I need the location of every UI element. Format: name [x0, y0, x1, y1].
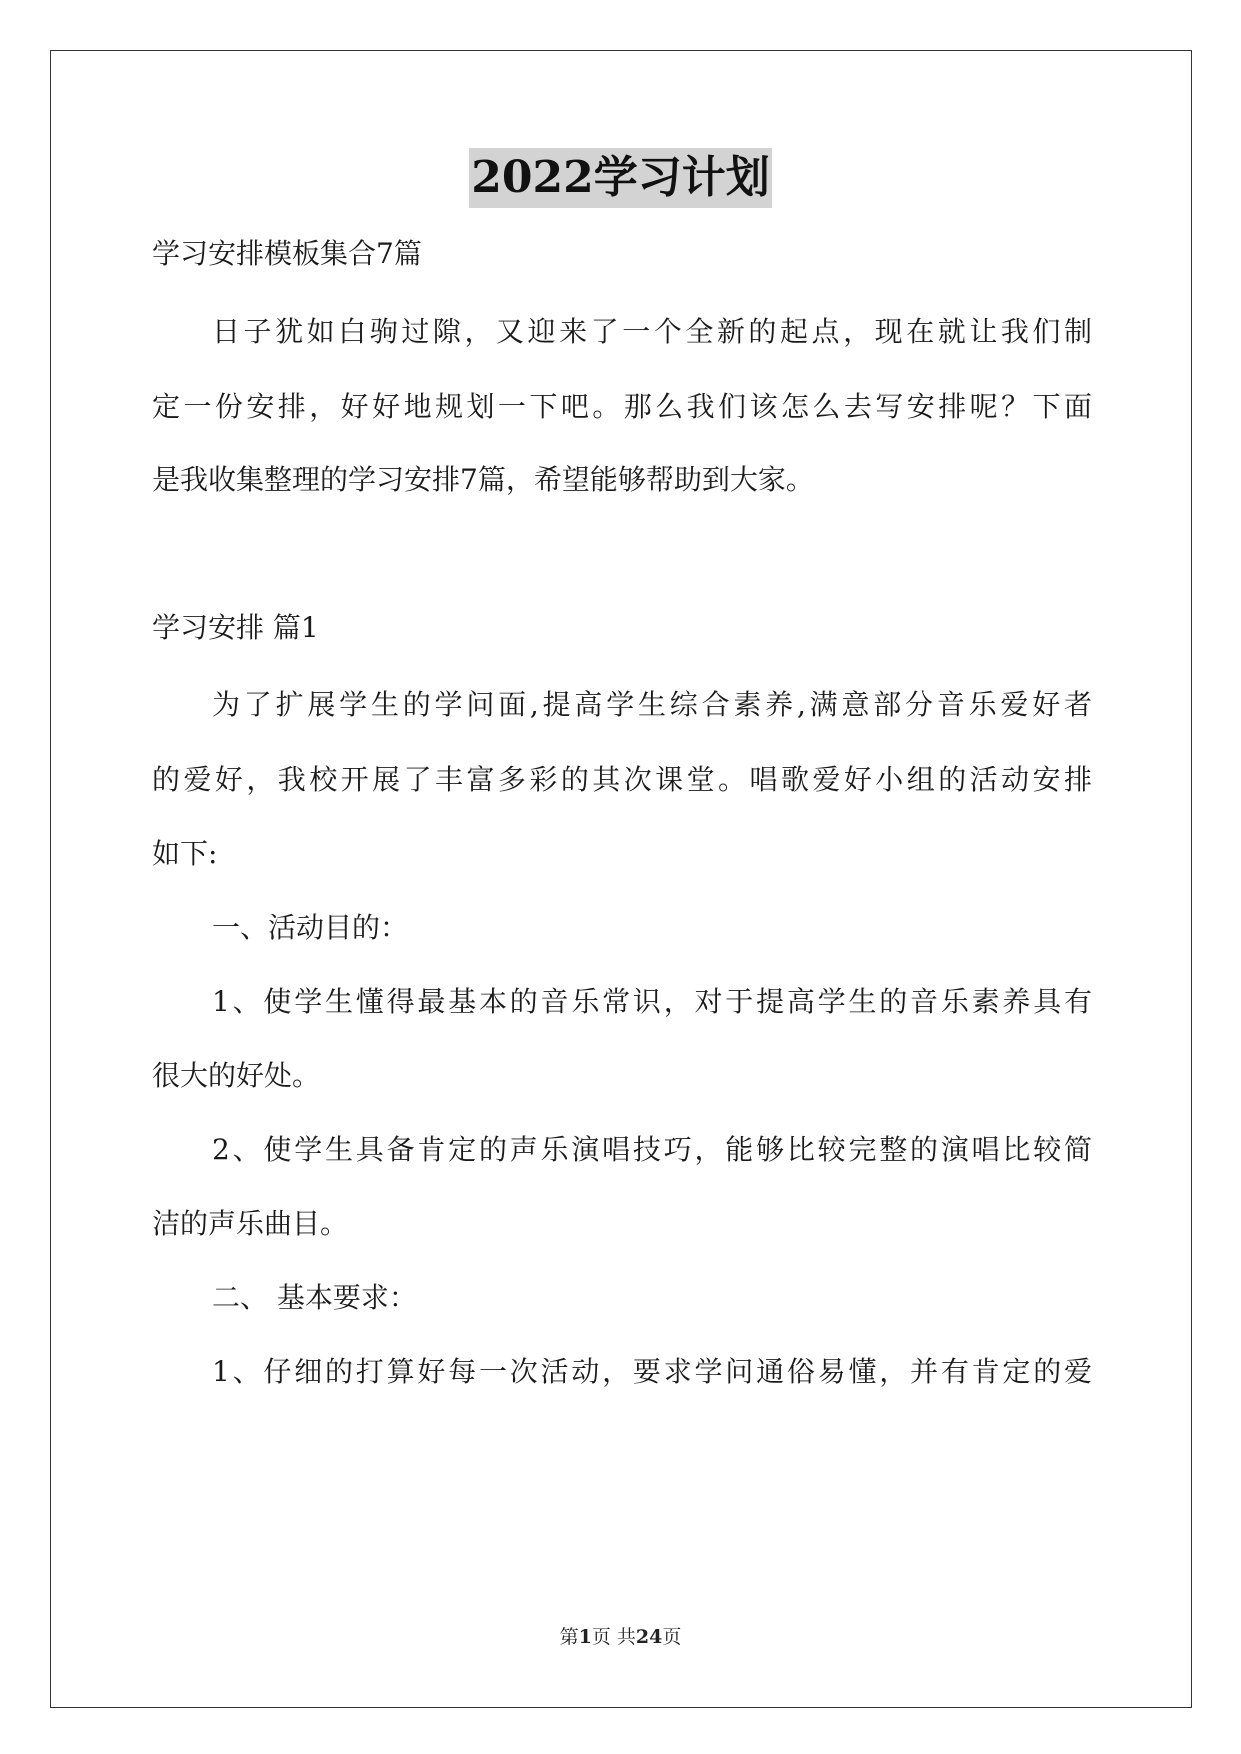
- footer-mid: 页 共: [591, 1626, 636, 1648]
- intro-line-2: 定一份安排，好好地规划一下吧。那么我们该怎么去写安排呢？下面: [152, 390, 1092, 423]
- para1-line-1: 为了扩展学生的学问面,提高学生综合素养,满意部分音乐爱好者: [212, 688, 1092, 721]
- goal2-line-2: 洁的声乐曲目。: [152, 1207, 349, 1240]
- footer-total-pages: 24: [635, 1626, 663, 1648]
- req1-line-1: 1、仔细的打算好每一次活动，要求学问通俗易懂，并有肯定的爱: [212, 1355, 1092, 1388]
- goals-heading: 一、活动目的：: [212, 911, 409, 944]
- intro-line-3: 是我收集整理的学习安排7篇，希望能够帮助到大家。: [152, 463, 814, 496]
- footer-prefix: 第: [559, 1626, 579, 1648]
- para1-line-3: 如下:: [152, 837, 218, 870]
- footer-suffix: 页: [662, 1626, 682, 1648]
- goal2-line-1: 2、使学生具备肯定的声乐演唱技巧，能够比较完整的演唱比较简: [212, 1133, 1092, 1166]
- goal1-line-1: 1、使学生懂得最基本的音乐常识，对于提高学生的音乐素养具有: [212, 985, 1092, 1018]
- intro-line-1: 日子犹如白驹过隙，又迎来了一个全新的起点，现在就让我们制: [212, 315, 1092, 348]
- page-footer: [0, 1624, 1241, 1650]
- subtitle: 学习安排模板集合7篇: [152, 237, 422, 270]
- section-heading: 学习安排 篇1: [152, 611, 319, 644]
- para1-line-2: 的爱好，我校开展了丰富多彩的其次课堂。唱歌爱好小组的活动安排: [152, 763, 1092, 796]
- requirements-heading: 二、 基本要求：: [212, 1281, 417, 1314]
- page-border: [50, 50, 1192, 1708]
- document-title: 2022学习计划: [469, 148, 771, 208]
- title-container: [0, 148, 1241, 208]
- footer-page-number: 1: [578, 1626, 592, 1648]
- goal1-line-2: 很大的好处。: [152, 1059, 321, 1092]
